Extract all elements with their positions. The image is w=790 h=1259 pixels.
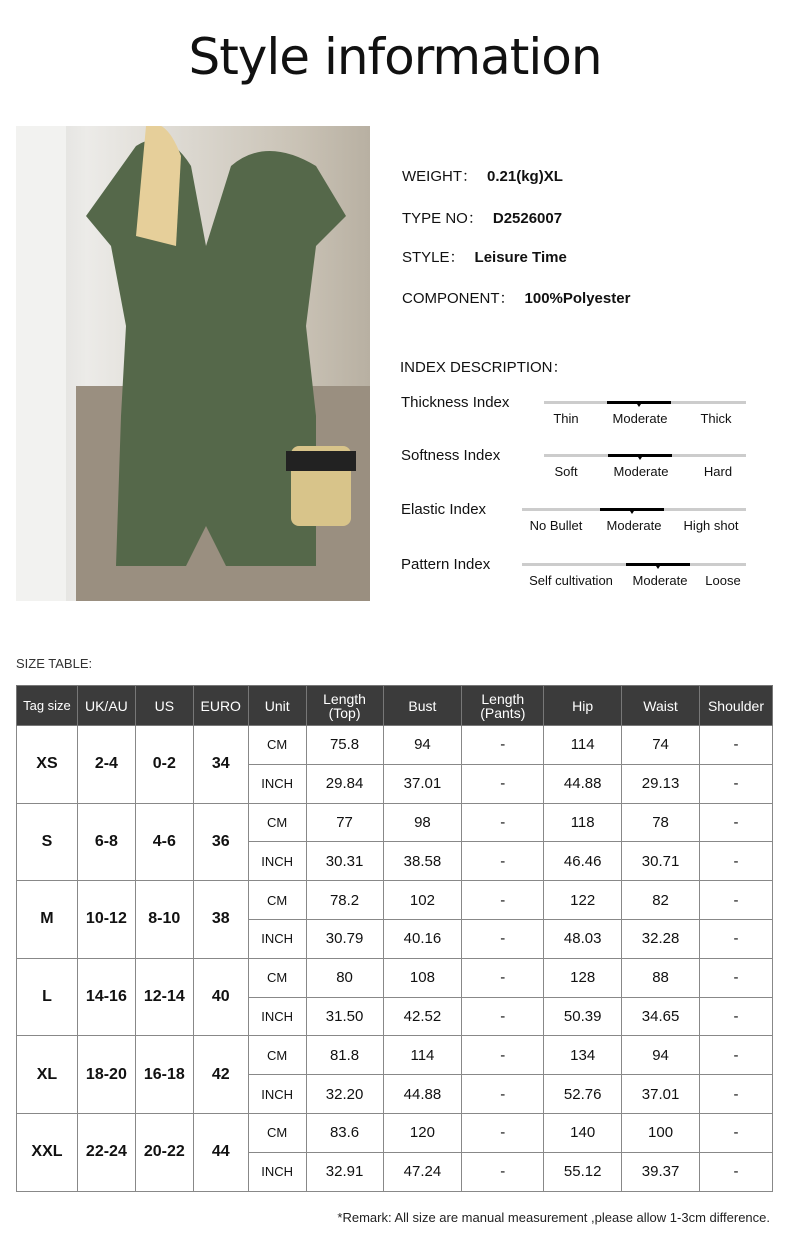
size-us-cell: 20-22 [135,1113,193,1191]
measurement-cell: - [699,726,772,765]
index-marker [608,454,672,457]
unit-cell: INCH [248,919,306,958]
measurement-cell: 46.46 [544,842,622,881]
measurement-cell: 134 [544,1036,622,1075]
remark-note: *Remark: All size are manual measurement ,please allow 1-3cm difference. [337,1210,770,1225]
measurement-cell: - [699,1152,772,1191]
size-uk-cell: 22-24 [77,1113,135,1191]
index-label: Elastic Index [401,501,487,518]
type-no-label: TYPE NO： [402,210,483,227]
measurement-cell: 108 [383,958,462,997]
size-us-cell: 0-2 [135,726,193,804]
index-option: Loose [705,573,741,588]
measurement-cell: 44.88 [383,1075,462,1114]
measurement-cell: - [462,726,544,765]
column-header: EURO [193,686,248,726]
index-marker [626,563,690,566]
measurement-cell: 37.01 [383,764,462,803]
index-track [544,454,746,457]
softness-index [401,447,746,487]
index-option: Self cultivation [529,573,613,588]
size-tag-cell: S [17,803,78,881]
unit-cell: INCH [248,842,306,881]
index-option: Thick [700,411,732,426]
column-header: Hip [544,686,622,726]
measurement-cell: - [699,1075,772,1114]
measurement-cell: - [462,997,544,1036]
measurement-cell: - [462,919,544,958]
measurement-cell: 82 [622,881,700,920]
column-header: Bust [383,686,462,726]
size-uk-cell: 10-12 [77,881,135,959]
weight-row [402,165,563,186]
size-tag-cell: XS [17,726,78,804]
index-marker [600,508,664,511]
size-tag-cell: M [17,881,78,959]
product-photo [16,126,370,601]
page-title: Style information [188,28,602,86]
measurement-cell: 75.8 [306,726,383,765]
style-label: STYLE： [402,249,465,266]
measurement-cell: - [462,1075,544,1114]
size-us-cell: 4-6 [135,803,193,881]
measurement-cell: 30.31 [306,842,383,881]
table-row [17,803,773,842]
index-option: Thin [553,411,579,426]
measurement-cell: - [699,1036,772,1075]
index-option: Moderate [612,411,668,426]
column-header: UK/AU [77,686,135,726]
index-description-title: INDEX DESCRIPTION： [400,359,568,376]
type-no-row [402,207,562,228]
measurement-cell: 94 [383,726,462,765]
measurement-cell: 100 [622,1113,700,1152]
size-euro-cell: 44 [193,1113,248,1191]
index-option: Moderate [606,518,662,533]
measurement-cell: - [699,803,772,842]
measurement-cell: 32.91 [306,1152,383,1191]
measurement-cell: - [462,1152,544,1191]
measurement-cell: 78.2 [306,881,383,920]
measurement-cell: 34.65 [622,997,700,1036]
measurement-cell: 37.01 [622,1075,700,1114]
measurement-cell: 29.13 [622,764,700,803]
measurement-cell: 114 [383,1036,462,1075]
index-option: No Bullet [529,518,583,533]
column-header: Length (Pants) [462,686,544,726]
table-row [17,881,773,920]
size-us-cell: 12-14 [135,958,193,1036]
measurement-cell: 94 [622,1036,700,1075]
measurement-cell: - [699,919,772,958]
component-row [402,287,630,308]
index-track [522,508,746,511]
column-header: Tag size [17,686,78,726]
measurement-cell: 50.39 [544,997,622,1036]
measurement-cell: 40.16 [383,919,462,958]
measurement-cell: 98 [383,803,462,842]
measurement-cell: - [699,958,772,997]
size-euro-cell: 36 [193,803,248,881]
unit-cell: CM [248,881,306,920]
measurement-cell: 32.28 [622,919,700,958]
measurement-cell: 81.8 [306,1036,383,1075]
measurement-cell: 78 [622,803,700,842]
size-tag-cell: XXL [17,1113,78,1191]
size-table-label: SIZE TABLE: [16,656,93,671]
measurement-cell: 48.03 [544,919,622,958]
measurement-cell: 140 [544,1113,622,1152]
unit-cell: INCH [248,764,306,803]
table-row [17,1113,773,1152]
index-marker [607,401,671,404]
measurement-cell: 39.37 [622,1152,700,1191]
size-tag-cell: XL [17,1036,78,1114]
measurement-cell: 128 [544,958,622,997]
measurement-cell: 42.52 [383,997,462,1036]
style-row [402,246,567,267]
unit-cell: INCH [248,1075,306,1114]
measurement-cell: 114 [544,726,622,765]
weight-value: 0.21(kg)XL [487,168,563,185]
column-header: Unit [248,686,306,726]
measurement-cell: 29.84 [306,764,383,803]
measurement-cell: 122 [544,881,622,920]
index-option: Moderate [613,464,669,479]
size-euro-cell: 38 [193,881,248,959]
measurement-cell: 30.71 [622,842,700,881]
measurement-cell: 74 [622,726,700,765]
measurement-cell: 47.24 [383,1152,462,1191]
index-track [544,401,746,404]
measurement-cell: 30.79 [306,919,383,958]
index-label: Pattern Index [401,556,491,573]
index-option: Soft [554,464,578,479]
measurement-cell: 38.58 [383,842,462,881]
measurement-cell: - [699,881,772,920]
index-label: Thickness Index [401,394,510,411]
measurement-cell: 44.88 [544,764,622,803]
measurement-cell: 102 [383,881,462,920]
measurement-cell: - [462,881,544,920]
measurement-cell: 88 [622,958,700,997]
measurement-cell: 83.6 [306,1113,383,1152]
measurement-cell: 52.76 [544,1075,622,1114]
measurement-cell: - [462,842,544,881]
size-uk-cell: 18-20 [77,1036,135,1114]
pattern-index [401,556,746,596]
size-us-cell: 16-18 [135,1036,193,1114]
elastic-index [401,501,746,541]
table-row [17,1036,773,1075]
measurement-cell: - [462,1036,544,1075]
column-header: US [135,686,193,726]
measurement-cell: - [699,764,772,803]
size-us-cell: 8-10 [135,881,193,959]
measurement-cell: - [462,1113,544,1152]
unit-cell: INCH [248,997,306,1036]
measurement-cell: 80 [306,958,383,997]
column-header: Shoulder [699,686,772,726]
column-header: Length (Top) [306,686,383,726]
unit-cell: INCH [248,1152,306,1191]
size-table [16,685,773,1192]
measurement-cell: - [462,958,544,997]
thickness-index [401,394,746,434]
measurement-cell: 55.12 [544,1152,622,1191]
index-option: Moderate [632,573,688,588]
table-row [17,958,773,997]
size-uk-cell: 6-8 [77,803,135,881]
table-row [17,726,773,765]
index-option: High shot [683,518,739,533]
unit-cell: CM [248,803,306,842]
column-header: Waist [622,686,700,726]
size-uk-cell: 2-4 [77,726,135,804]
type-no-value: D2526007 [492,210,563,227]
component-label: COMPONENT： [402,290,515,307]
unit-cell: CM [248,726,306,765]
measurement-cell: - [699,997,772,1036]
weight-label: WEIGHT： [402,168,477,185]
unit-cell: CM [248,958,306,997]
size-tag-cell: L [17,958,78,1036]
measurement-cell: - [462,803,544,842]
measurement-cell: 118 [544,803,622,842]
measurement-cell: - [699,842,772,881]
measurement-cell: 120 [383,1113,462,1152]
size-euro-cell: 34 [193,726,248,804]
component-value: 100%Polyester [524,290,631,307]
index-label: Softness Index [401,447,501,464]
unit-cell: CM [248,1036,306,1075]
unit-cell: CM [248,1113,306,1152]
measurement-cell: 77 [306,803,383,842]
size-euro-cell: 42 [193,1036,248,1114]
style-value: Leisure Time [474,249,567,266]
size-uk-cell: 14-16 [77,958,135,1036]
measurement-cell: - [462,764,544,803]
measurement-cell: 31.50 [306,997,383,1036]
measurement-cell: - [699,1113,772,1152]
index-option: Hard [703,464,733,479]
size-euro-cell: 40 [193,958,248,1036]
measurement-cell: 32.20 [306,1075,383,1114]
index-track [522,563,746,566]
